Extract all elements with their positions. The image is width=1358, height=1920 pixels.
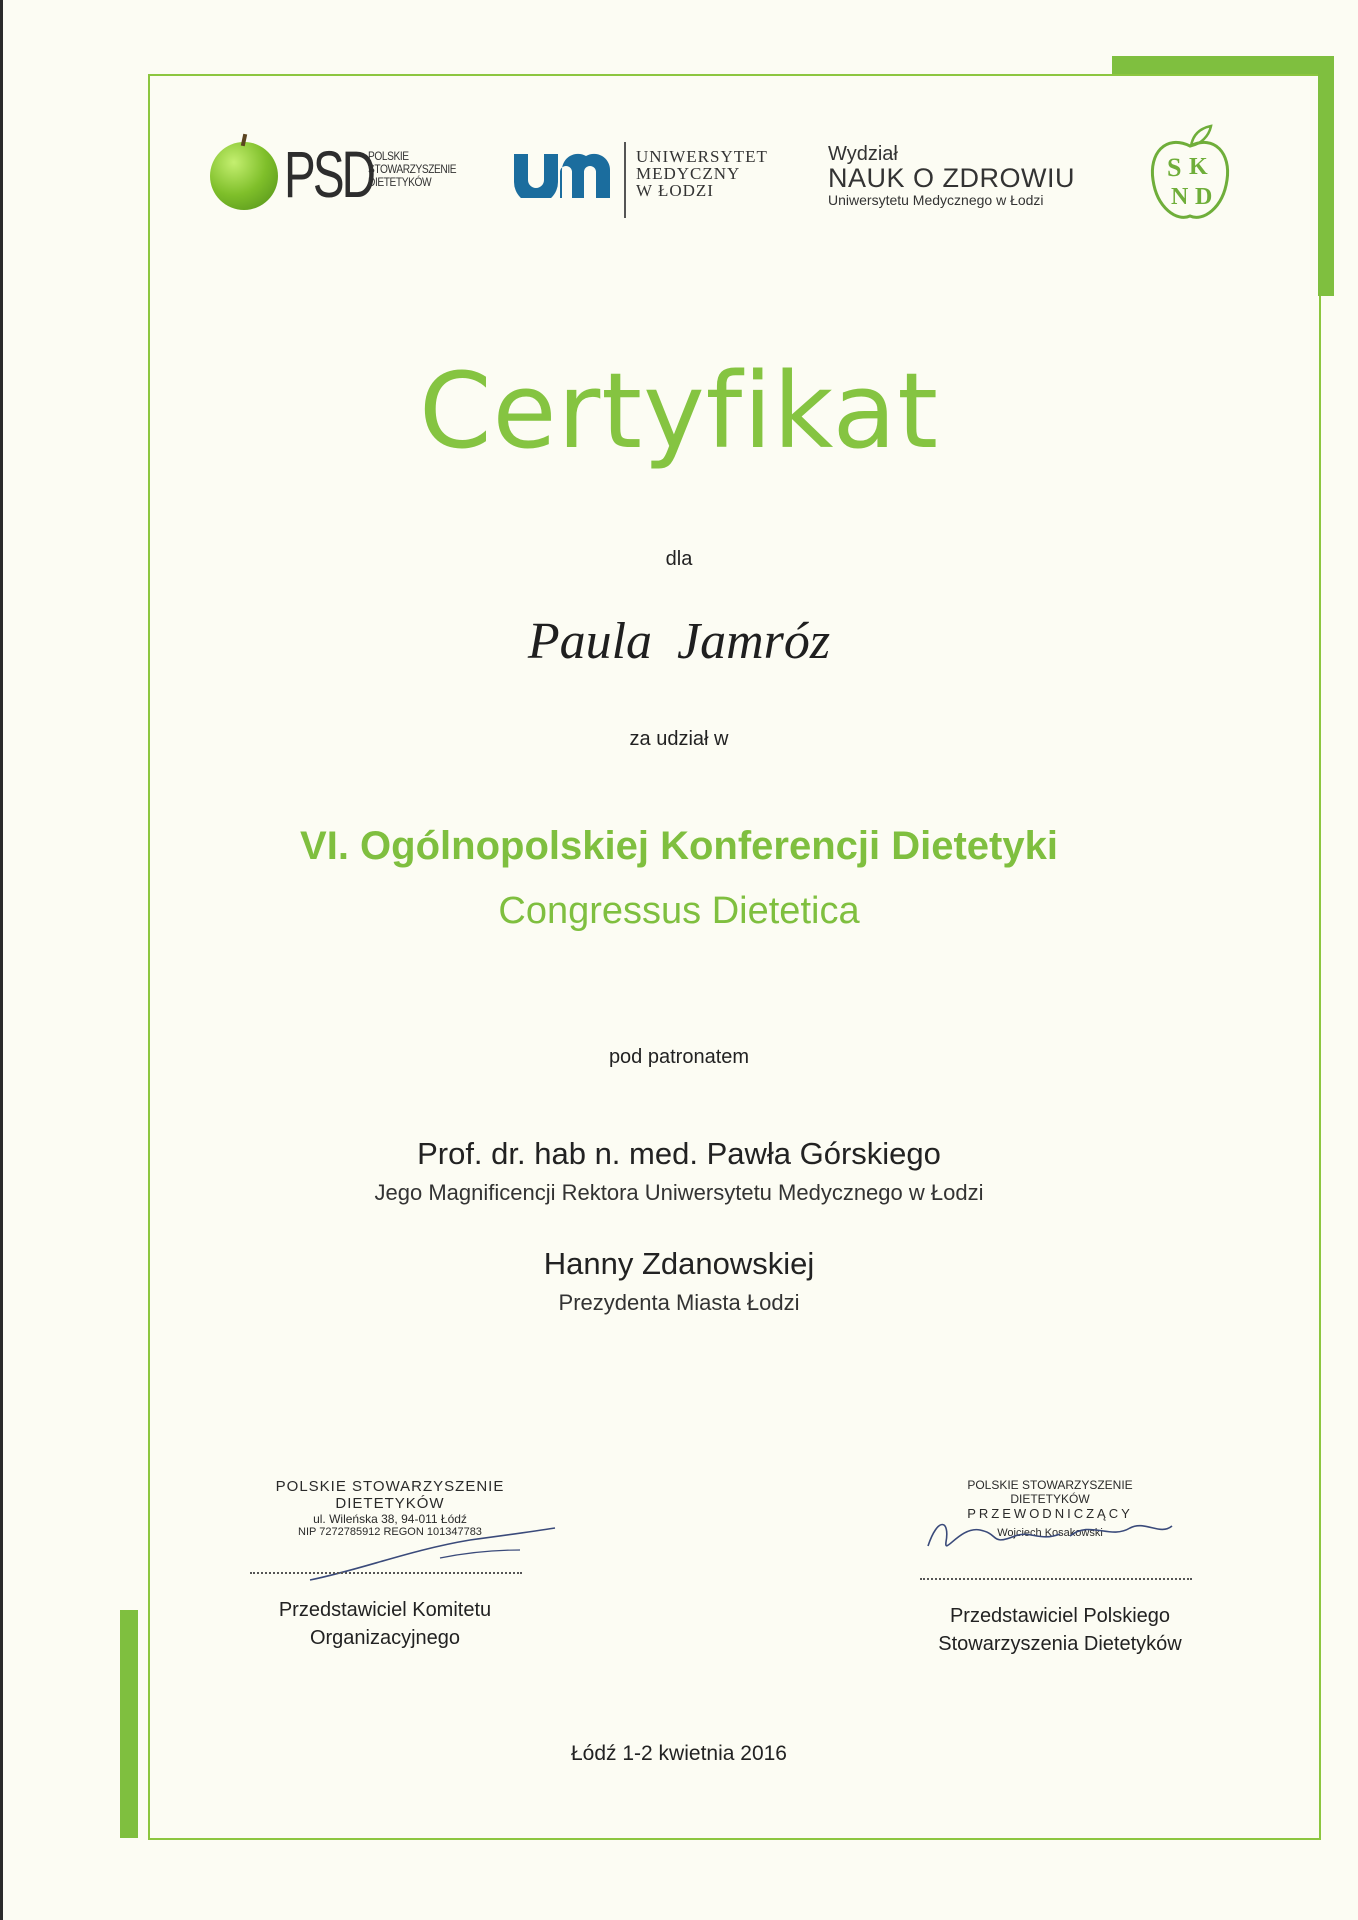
conference-name: VI. Ogólnopolskiej Konferencji Dietetyki: [300, 824, 1058, 868]
wnz-line-3: Uniwersytetu Medycznego w Łodzi: [828, 192, 1044, 208]
corner-accent-right: [1318, 56, 1334, 296]
stamp-line: NIP 7272785912 REGON 101347783: [298, 1526, 482, 1538]
stamp-line: DIETETYKÓW: [1010, 1492, 1090, 1506]
um-text-line: MEDYCZNY: [636, 164, 741, 183]
caption-line: Organizacyjnego: [309, 1627, 461, 1649]
stamp-line: PRZEWODNICZĄCY: [967, 1506, 1133, 1521]
patron2-name: Hanny Zdanowskiej: [543, 1246, 815, 1281]
patronage-intro: pod patronatem: [608, 1046, 750, 1068]
psd-logo: [210, 138, 460, 228]
right-signature-line: [920, 1578, 1192, 1580]
psd-text-line: STOWARZYSZENIE: [368, 162, 457, 176]
patron1-title: Jego Magnificencji Rektora Uniwersytetu Medycznego w Łodzi: [374, 1180, 984, 1205]
um-lodz-logo: [512, 138, 802, 228]
um-separator: [624, 142, 626, 218]
svg-text:D: D: [1195, 184, 1213, 210]
patron1-name: Prof. dr. hab n. med. Pawła Górskiego: [417, 1136, 941, 1171]
psd-text: [368, 150, 456, 189]
wnz-line-2: NAUK O ZDROWIU: [828, 163, 1075, 193]
stamp-line: POLSKIE STOWARZYSZENIE: [275, 1478, 505, 1495]
left-signature-caption: [230, 1596, 540, 1652]
um-text-line: W ŁODZI: [636, 181, 714, 200]
patron2-title: Prezydenta Miasta Łodzi: [558, 1290, 800, 1315]
caption-line: Przedstawiciel Polskiego: [949, 1605, 1171, 1627]
caption-line: Przedstawiciel Komitetu: [278, 1599, 492, 1621]
stamp-line: POLSKIE STOWARZYSZENIE: [967, 1478, 1133, 1492]
scan-edge: [0, 0, 3, 1920]
um-text-line: UNIWERSYTET: [636, 147, 768, 166]
left-signature-line: [250, 1572, 522, 1574]
um-mark-icon: [512, 150, 612, 198]
event-date: Łódź 1-2 kwietnia 2016: [571, 1742, 787, 1765]
sknd-apple-icon: [1145, 124, 1235, 226]
conference-subtitle: Congressus Dietetica: [498, 890, 860, 932]
psd-text-line: DIETETYKÓW: [368, 175, 432, 189]
sknd-logo: [1145, 124, 1235, 226]
psd-text-line: POLSKIE: [368, 149, 409, 163]
recipient-name: Paula Jamróz: [527, 613, 831, 670]
corner-accent-top: [1112, 56, 1328, 74]
stamp-line: ul. Wileńska 38, 94-011 Łódź: [313, 1512, 467, 1526]
wnz-logo: [828, 144, 1118, 224]
left-signature: [300, 1510, 560, 1590]
svg-text:N: N: [1171, 184, 1189, 210]
green-apple-icon: [210, 142, 278, 210]
svg-text:K: K: [1189, 154, 1208, 180]
sknd-letters: S: [1167, 153, 1182, 182]
stamp-line: DIETETYKÓW: [335, 1495, 445, 1512]
right-signature: [920, 1506, 1180, 1566]
participation-label: za udział w: [629, 728, 729, 750]
psd-letters: PSD: [284, 137, 374, 211]
wnz-line-1: Wydział: [828, 143, 898, 165]
um-text: [636, 148, 768, 199]
caption-line: Stowarzyszenia Dietetyków: [938, 1633, 1182, 1655]
logo-row: [200, 118, 1250, 238]
certificate-title: Certyfikat: [418, 350, 940, 472]
dla-label: dla: [665, 548, 693, 570]
corner-accent-bottom-left: [120, 1610, 138, 1838]
stamp-line: Wojciech Kosakowski: [997, 1527, 1103, 1539]
right-signature-caption: [880, 1602, 1240, 1658]
